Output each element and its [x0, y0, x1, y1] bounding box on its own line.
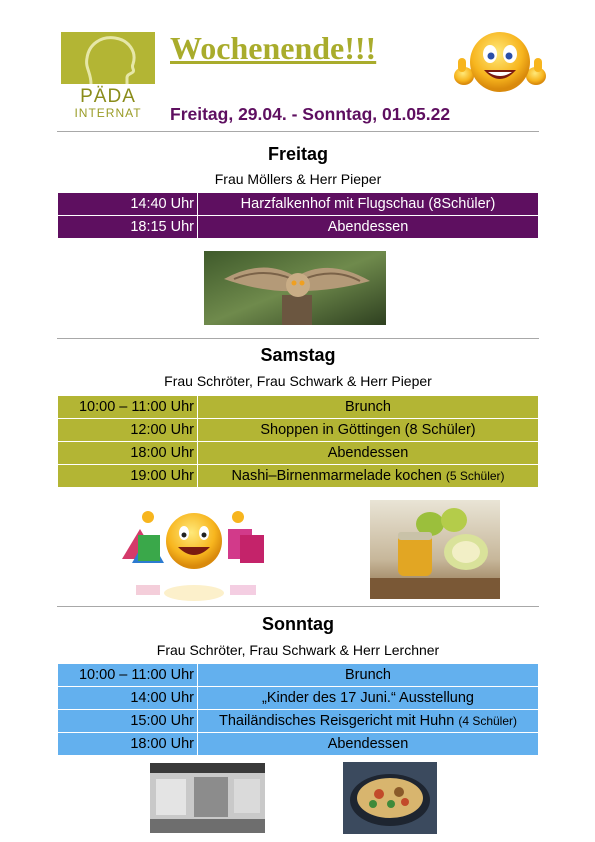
schedule-row: [58, 419, 539, 442]
schedule-activity: Abendessen: [198, 733, 539, 756]
schedule-time: 10:00 – 11:00 Uhr: [58, 396, 198, 419]
schedule-time: 14:40 Uhr: [58, 193, 198, 216]
schedule-time: 18:15 Uhr: [58, 216, 198, 239]
schedule-row: [58, 733, 539, 756]
schedule-time: 14:00 Uhr: [58, 687, 198, 710]
schedule-time: 10:00 – 11:00 Uhr: [58, 664, 198, 687]
divider: [57, 606, 539, 607]
sunday-schedule-table: [57, 663, 539, 756]
schedule-time: 15:00 Uhr: [58, 710, 198, 733]
shopping-smiley-icon: [118, 507, 270, 605]
divider: [57, 131, 539, 132]
schedule-activity: Abendessen: [198, 442, 539, 465]
schedule-row: [58, 687, 539, 710]
friday-schedule-table: [57, 192, 539, 239]
paeda-internat-logo: [61, 32, 155, 124]
schedule-row: [58, 442, 539, 465]
sunday-heading: Sonntag: [262, 614, 334, 634]
schedule-row: [58, 216, 539, 239]
activity-text: Thailändisches Reisgericht mit Huhn: [218, 713, 455, 729]
friday-heading: Freitag: [267, 144, 328, 164]
date-range: Freitag, 29.04. - Sonntag, 01.05.22: [170, 104, 451, 124]
schedule-row: [58, 664, 539, 687]
schedule-time: 19:00 Uhr: [58, 465, 198, 488]
schedule-activity: [198, 465, 539, 488]
schedule-time: 18:00 Uhr: [58, 733, 198, 756]
page-title: Wochenende!!!: [170, 30, 377, 66]
sunday-staff: Frau Schröter, Frau Schwark & Herr Lerchner: [156, 642, 440, 658]
schedule-activity: „Kinder des 17 Juni.“ Ausstellung: [198, 687, 539, 710]
thumbs-up-smiley-icon: [452, 28, 548, 98]
saturday-heading: Samstag: [260, 345, 336, 365]
schedule-time: 12:00 Uhr: [58, 419, 198, 442]
schedule-activity: Brunch: [198, 396, 539, 419]
schedule-row: [58, 396, 539, 419]
logo-head-profile: [61, 32, 155, 84]
schedule-row: [58, 710, 539, 733]
saturday-staff: Frau Schröter, Frau Schwark & Herr Pieper: [164, 373, 432, 389]
divider: [57, 338, 539, 339]
schedule-activity: [198, 710, 539, 733]
owl-photo: [204, 251, 386, 325]
schedule-row: [58, 193, 539, 216]
saturday-schedule-table: [57, 395, 539, 488]
pear-jam-photo: [370, 500, 500, 599]
activity-note: (4 Schüler): [458, 714, 518, 728]
schedule-activity: Brunch: [198, 664, 539, 687]
rice-dish-photo: [343, 762, 437, 834]
schedule-activity: Harzfalkenhof mit Flugschau (8Schüler): [198, 193, 539, 216]
friday-staff: Frau Möllers & Herr Pieper: [214, 171, 382, 187]
exhibition-photo: [150, 763, 265, 833]
schedule-time: 18:00 Uhr: [58, 442, 198, 465]
logo-subtitle: INTERNAT: [74, 106, 142, 120]
schedule-row: [58, 465, 539, 488]
activity-note: (5 Schüler): [445, 469, 505, 483]
activity-text: Nashi–Birnenmarmelade kochen: [231, 468, 442, 484]
schedule-activity: Shoppen in Göttingen (8 Schüler): [198, 419, 539, 442]
schedule-activity: Abendessen: [198, 216, 539, 239]
logo-wordmark: PÄDA: [80, 86, 136, 107]
